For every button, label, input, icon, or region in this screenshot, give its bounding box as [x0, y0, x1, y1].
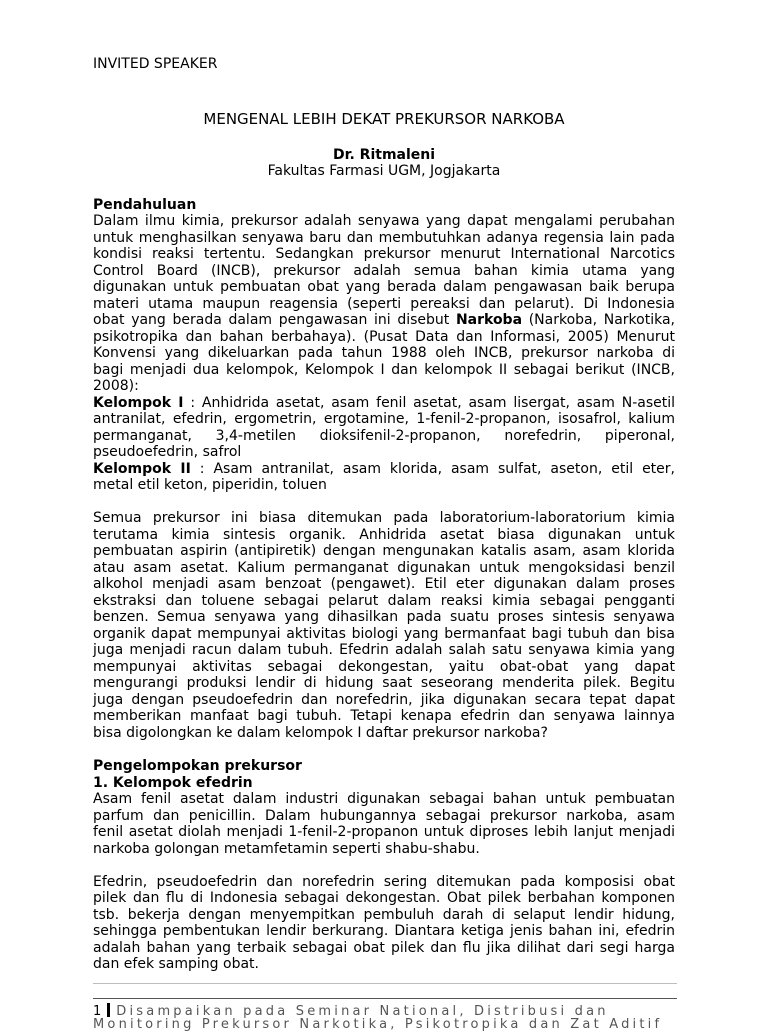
paragraph-line: pilek dan flu di Indonesia sebagai dekongestan. Obat pilek berbahan komponen [93, 890, 675, 906]
paragraph-line: juga dengan pseudoefedrin dan norefedrin, jika digunakan secara tepat dapat [93, 692, 675, 708]
paragraph-line: Semua prekursor ini biasa ditemukan pada laboratorium-laboratorium kimia [93, 510, 675, 526]
paragraph-line: parfum dan penicillin. Dalam hubungannya sebagai prekursor narkoba, asam [93, 808, 675, 824]
kelompok-1-line [93, 395, 675, 411]
intro-line: Dalam ilmu kimia, prekursor adalah senyawa yang dapat mengalami perubahan [93, 213, 675, 229]
paragraph-line: fenil asetat diolah menjadi 1-fenil-2-propanon untuk diproses lebih lanjut menjadi [93, 824, 675, 840]
kelompok-2-line: metal etil keton, piperidin, toluen [93, 477, 327, 493]
kelompok-1-line: permanganat, 3,4-metilen dioksifenil-2-propanon, norefedrin, piperonal, [93, 428, 675, 444]
intro-line: bagi menjadi dua kelompok, Kelompok I dan kelompok II sebagai berikut (INCB, [93, 362, 675, 378]
intro-text: (Narkoba, Narkotika, [522, 312, 675, 328]
content-end-divider [93, 983, 677, 984]
paragraph-line: bisa digolongkan ke dalam kelompok I daftar prekursor narkoba? [93, 725, 548, 741]
paragraph-line: memberikan manfaat bagi tubuh. Tetapi kenapa efedrin dan senyawa lainnya [93, 708, 675, 724]
paragraph-line: benzen. Semua senyawa yang dihasilkan pada suatu proses sintesis senyawa [93, 609, 675, 625]
intro-line [93, 312, 675, 328]
paragraph-line: alkohol menjadi asam benzoat (pengawet). Etil eter digunakan dalam proses [93, 576, 675, 592]
footer-divider [93, 998, 677, 999]
page-number: 1 [93, 1004, 102, 1019]
intro-line: psikotropika dan bahan berbahaya). (Pusat Data dan Informasi, 2005) Menurut [93, 329, 675, 345]
intro-line: Konvensi yang dikeluarkan pada tahun 1988 oleh INCB, prekursor narkoba di [93, 345, 675, 361]
kelompok-1-label: Kelompok I [93, 395, 184, 411]
kelompok-1-line: pseudoefedrin, safrol [93, 444, 242, 460]
kelompok-2-label: Kelompok II [93, 461, 191, 477]
section-heading-kelompok-efedrin: 1. Kelompok efedrin [93, 775, 253, 791]
intro-line: untuk menghasilkan senyawa baru dan membutuhkan adanya regensia lain pada [93, 230, 675, 246]
paragraph-line: tsb. bekerja dengan menyempitkan pembuluh darah di selaput lendir hidung, [93, 907, 675, 923]
kelompok-2-text: : Asam antranilat, asam klorida, asam sulfat, aseton, etil eter, [190, 461, 675, 477]
paragraph-line: Asam fenil asetat dalam industri digunakan sebagai bahan untuk pembuatan [93, 791, 675, 807]
paragraph-line: Efedrin, pseudoefedrin dan norefedrin sering ditemukan pada komposisi obat [93, 874, 675, 890]
intro-line: digunakan untuk pembuatan obat yang berada dalam pengawasan baik berupa [93, 279, 675, 295]
paragraph-line: mengurangi produksi lendir di hidung saat seseorang menderita pilek. Begitu [93, 675, 675, 691]
paragraph-line: dan efek samping obat. [93, 956, 259, 972]
kelompok-1-text: : Anhidrida asetat, asam fenil asetat, asam lisergat, asam N-asetil [183, 395, 675, 411]
footer-text: Disampaikan pada Seminar National, Distribusi dan [116, 1004, 609, 1019]
paragraph-line: pembuatan aspirin (antipiretik) dengan mengunakan katalis asam, asam klorida [93, 543, 675, 559]
paragraph-line: narkoba golongan metamfetamin seperti shabu-shabu. [93, 841, 480, 857]
intro-line: kondisi reaksi tertentu. Sedangkan prekursor menurut International Narcotics [93, 246, 675, 262]
footer-bar [107, 1003, 110, 1017]
intro-text: obat yang berada dalam pengawasan ini disebut [93, 312, 456, 328]
intro-line: Control Board (INCB), prekursor adalah semua bahan kimia utama yang [93, 263, 675, 279]
paragraph-line: adalah bahan yang terbaik sebagai obat pilek dan flu jika dilihat dari segi harga [93, 940, 675, 956]
kelompok-2-line [93, 461, 675, 477]
paragraph-line: organik dapat mempunyai aktivitas biologi yang bermanfaat bagi tubuh dan bisa [93, 626, 675, 642]
invited-speaker-label: INVITED SPEAKER [93, 56, 218, 72]
section-heading-pengelompokan: Pengelompokan prekursor [93, 758, 302, 774]
kelompok-1-line: antranilat, efedrin, ergometrin, ergotamine, 1-fenil-2-propanon, isosafrol, kalium [93, 411, 675, 427]
footer-line-2: Monitoring Prekursor Narkotika, Psikotropika dan Zat Aditif [93, 1017, 663, 1032]
paragraph-line: juga menjadi racun dalam tubuh. Efedrin adalah salah satu senyawa kimia yang [93, 642, 675, 658]
narkoba-term: Narkoba [455, 312, 523, 328]
author-affiliation: Fakultas Farmasi UGM, Jogjakarta [267, 163, 501, 179]
paragraph-line: mempunyai aktivitas sebagai dekongestan, yaitu obat-obat yang dapat [93, 659, 675, 675]
intro-line: materi utama maupun reagensia (seperti pereaksi dan pelarut). Di Indonesia [93, 296, 675, 312]
document-title: MENGENAL LEBIH DEKAT PREKURSOR NARKOBA [203, 110, 565, 128]
paragraph-line: sehingga pembentukan lendir berkurang. Diantara ketiga jenis bahan ini, efedrin [93, 923, 675, 939]
paragraph-line: atau asam asetat. Kalium permanganat digunakan untuk mengoksidasi benzil [93, 560, 675, 576]
paragraph-line: ekstraksi dan toluene sebagai pelarut dalam reaksi kimia sebagai pengganti [93, 593, 675, 609]
section-heading-pendahuluan: Pendahuluan [93, 197, 197, 213]
paragraph-line: terutama kimia sintesis organik. Anhidrida asetat biasa digunakan untuk [93, 527, 675, 543]
intro-line: 2008): [93, 378, 139, 394]
author-name: Dr. Ritmaleni [332, 147, 436, 163]
